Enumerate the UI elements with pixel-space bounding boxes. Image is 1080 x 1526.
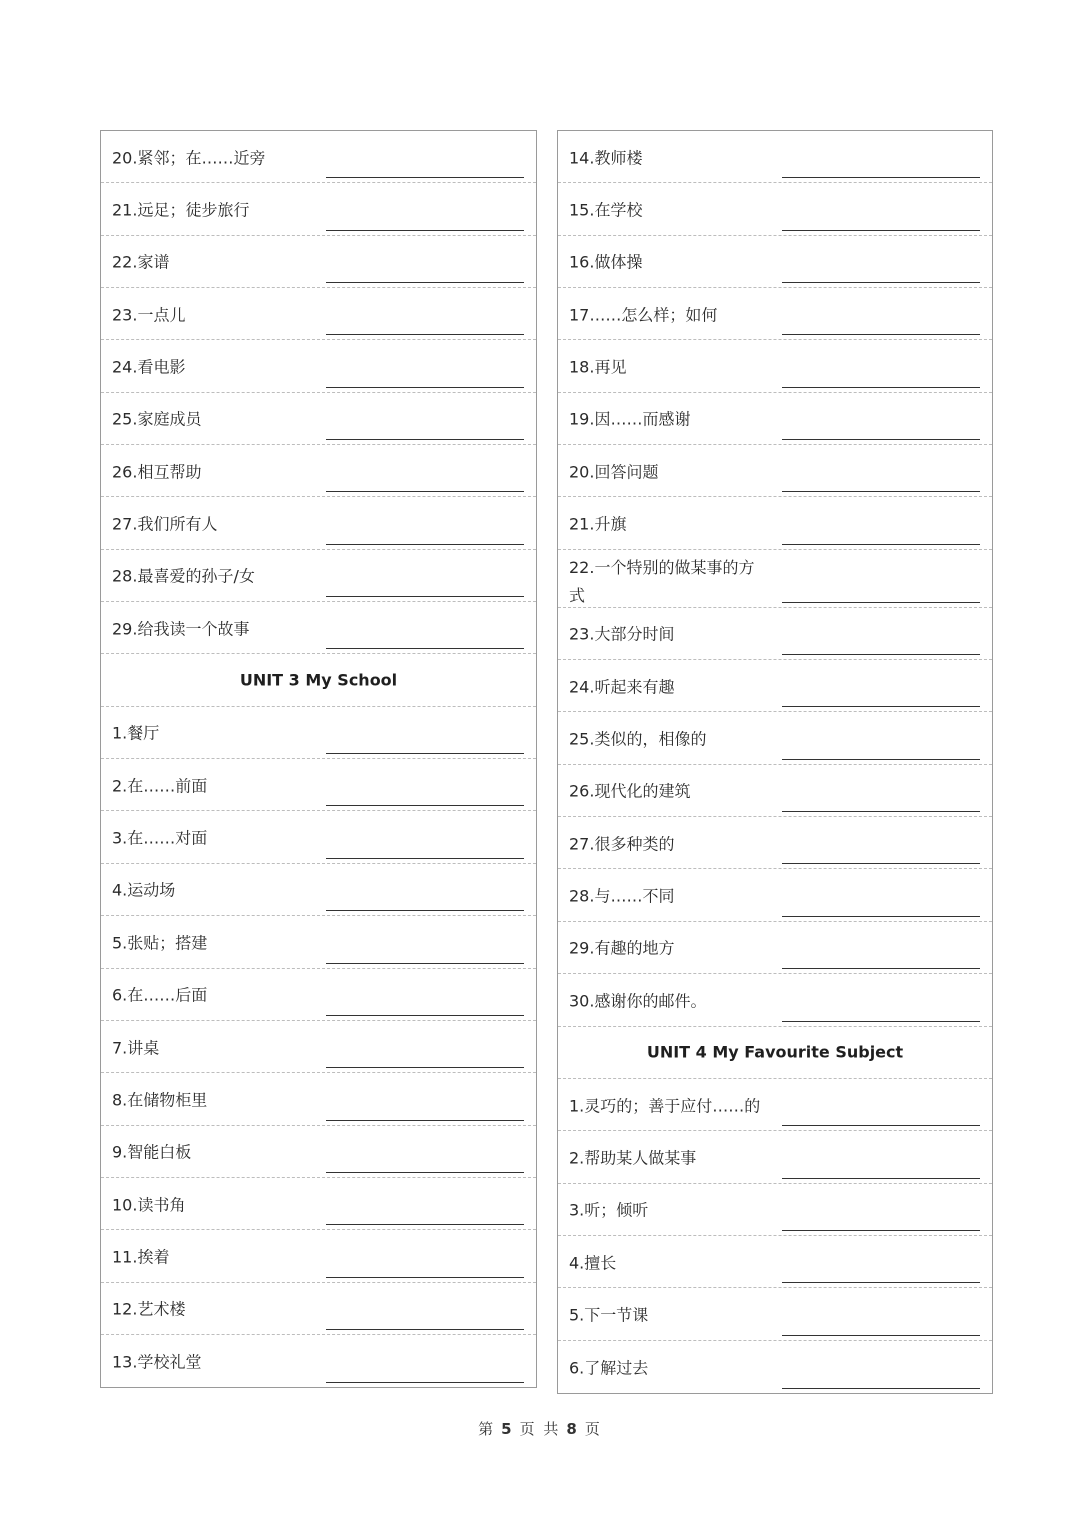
vocab-row [101,236,536,288]
vocab-row [558,922,992,974]
vocab-row [101,969,536,1021]
answer-blank[interactable] [782,1282,980,1283]
answer-blank[interactable] [782,759,980,760]
answer-blank[interactable] [326,1329,524,1330]
answer-blank[interactable] [326,230,524,231]
footer-prefix: 第 [478,1420,496,1438]
vocab-row [101,864,536,916]
answer-blank[interactable] [782,334,980,335]
vocab-prompt: 20.紧邻；在……近旁 [112,148,266,168]
vocab-prompt: 24.看电影 [112,357,186,377]
page-footer [0,1418,1080,1439]
vocab-prompt: 10.读书角 [112,1195,186,1215]
vocab-row [558,1184,992,1236]
answer-blank[interactable] [782,916,980,917]
vocab-row [558,869,992,921]
vocab-row [101,1283,536,1335]
vocab-prompt: 3.听；倾听 [569,1200,649,1220]
footer-middle: 页 共 [519,1420,561,1438]
vocab-row [558,1079,992,1131]
vocab-row [101,1021,536,1073]
vocab-row [101,707,536,759]
vocab-prompt: 20.回答问题 [569,462,659,482]
answer-blank[interactable] [326,177,524,178]
vocab-prompt: 22.家谱 [112,252,170,272]
answer-blank[interactable] [326,1224,524,1225]
answer-blank[interactable] [326,596,524,597]
answer-blank[interactable] [782,491,980,492]
answer-blank[interactable] [782,1021,980,1022]
answer-blank[interactable] [782,602,980,603]
vocab-prompt: 15.在学校 [569,200,643,220]
answer-blank[interactable] [326,544,524,545]
vocab-prompt: 1.餐厅 [112,723,160,743]
vocab-prompt: 23.一点儿 [112,305,186,325]
answer-blank[interactable] [782,1178,980,1179]
vocab-row [101,811,536,863]
footer-suffix: 页 [584,1420,602,1438]
answer-blank[interactable] [326,910,524,911]
answer-blank[interactable] [782,1335,980,1336]
vocab-prompt: 19.因……而感谢 [569,409,691,429]
vocab-prompt: 25.类似的，相像的 [569,729,707,749]
vocab-row [101,1178,536,1230]
answer-blank[interactable] [782,439,980,440]
vocab-prompt: 25.家庭成员 [112,409,202,429]
vocab-prompt: 28.最喜爱的孙子/女 [112,566,255,586]
vocab-row [558,1288,992,1340]
unit-heading: UNIT 4 My Favourite Subject [646,1042,904,1062]
answer-blank[interactable] [326,1277,524,1278]
vocab-row [101,1126,536,1178]
vocab-prompt: 8.在储物柜里 [112,1090,208,1110]
answer-blank[interactable] [782,863,980,864]
unit-heading-row [558,1027,992,1079]
vocab-prompt: 24.听起来有趣 [569,677,675,697]
unit-heading-row [101,654,536,706]
answer-blank[interactable] [782,177,980,178]
vocab-prompt: 22.一个特别的做某事的方式 [569,557,755,605]
answer-blank[interactable] [326,387,524,388]
vocab-row [101,131,536,183]
vocab-prompt: 5.张贴；搭建 [112,933,208,953]
answer-blank[interactable] [326,282,524,283]
vocab-prompt: 1.灵巧的；善于应付……的 [569,1096,761,1116]
answer-blank[interactable] [782,706,980,707]
vocab-row [101,340,536,392]
vocab-prompt: 3.在……对面 [112,828,208,848]
vocab-row [558,817,992,869]
answer-blank[interactable] [326,1382,524,1383]
answer-blank[interactable] [326,1015,524,1016]
vocab-prompt: 27.很多种类的 [569,834,675,854]
vocab-row [558,340,992,392]
vocab-prompt: 26.相互帮助 [112,462,202,482]
vocab-prompt: 6.在……后面 [112,985,208,1005]
vocab-row [558,1236,992,1288]
vocab-prompt: 4.运动场 [112,880,176,900]
answer-blank[interactable] [782,1125,980,1126]
vocab-prompt: 7.讲桌 [112,1038,160,1058]
vocab-row [558,497,992,549]
vocab-row [558,974,992,1026]
answer-blank[interactable] [326,753,524,754]
vocab-row [101,1073,536,1125]
vocab-row [101,497,536,549]
vocab-row [101,1230,536,1282]
vocab-prompt: 21.远足；徒步旅行 [112,200,250,220]
vocab-row [558,393,992,445]
answer-blank[interactable] [326,1067,524,1068]
answer-blank[interactable] [326,1172,524,1173]
vocab-prompt: 18.再见 [569,357,627,377]
vocab-prompt: 28.与……不同 [569,886,675,906]
answer-blank[interactable] [782,1230,980,1231]
answer-blank[interactable] [782,387,980,388]
vocab-row [558,550,992,608]
vocab-row [558,1341,992,1393]
vocab-row [558,660,992,712]
answer-blank[interactable] [326,1120,524,1121]
vocab-prompt: 26.现代化的建筑 [569,781,691,801]
vocab-prompt: 14.教师楼 [569,148,643,168]
vocab-prompt: 6.了解过去 [569,1358,649,1378]
vocab-row [558,712,992,764]
left-column [100,130,537,1388]
answer-blank[interactable] [326,858,524,859]
vocab-prompt: 27.我们所有人 [112,514,218,534]
answer-blank[interactable] [326,648,524,649]
vocab-row [101,602,536,654]
answer-blank[interactable] [326,805,524,806]
vocab-row [558,1131,992,1183]
vocab-row [101,183,536,235]
vocab-row [101,393,536,445]
footer-page-number: 5 [501,1420,514,1438]
footer-total-pages: 8 [566,1420,579,1438]
vocab-row [101,445,536,497]
vocab-row [101,288,536,340]
vocab-prompt: 30.感谢你的邮件。 [569,991,707,1011]
vocab-prompt: 29.给我读一个故事 [112,619,250,639]
vocab-row [101,550,536,602]
vocab-prompt: 16.做体操 [569,252,643,272]
vocab-row [101,759,536,811]
vocab-row [101,1335,536,1387]
vocab-prompt: 13.学校礼堂 [112,1352,202,1372]
answer-blank[interactable] [326,334,524,335]
vocab-prompt: 29.有趣的地方 [569,938,675,958]
vocab-row [558,288,992,340]
vocab-row [101,916,536,968]
vocab-prompt: 4.擅长 [569,1253,617,1273]
answer-blank[interactable] [782,1388,980,1389]
vocab-prompt: 2.在……前面 [112,776,208,796]
vocab-row [558,131,992,183]
vocab-prompt: 5.下一节课 [569,1305,649,1325]
answer-blank[interactable] [782,282,980,283]
vocab-prompt: 2.帮助某人做某事 [569,1148,697,1168]
vocab-row [558,183,992,235]
answer-blank[interactable] [782,230,980,231]
vocab-row [558,236,992,288]
answer-blank[interactable] [782,654,980,655]
answer-blank[interactable] [326,491,524,492]
vocab-prompt: 21.升旗 [569,514,627,534]
vocab-prompt: 12.艺术楼 [112,1299,186,1319]
answer-blank[interactable] [782,811,980,812]
vocab-row [558,608,992,660]
vocab-prompt: 11.挨着 [112,1247,170,1267]
vocab-row [558,765,992,817]
right-column [557,130,993,1394]
answer-blank[interactable] [782,544,980,545]
answer-blank[interactable] [326,963,524,964]
vocab-prompt: 9.智能白板 [112,1142,192,1162]
unit-heading: UNIT 3 My School [239,670,398,690]
vocab-prompt: 17……怎么样；如何 [569,305,718,325]
answer-blank[interactable] [782,968,980,969]
vocab-prompt: 23.大部分时间 [569,624,675,644]
vocab-row [558,445,992,497]
answer-blank[interactable] [326,439,524,440]
